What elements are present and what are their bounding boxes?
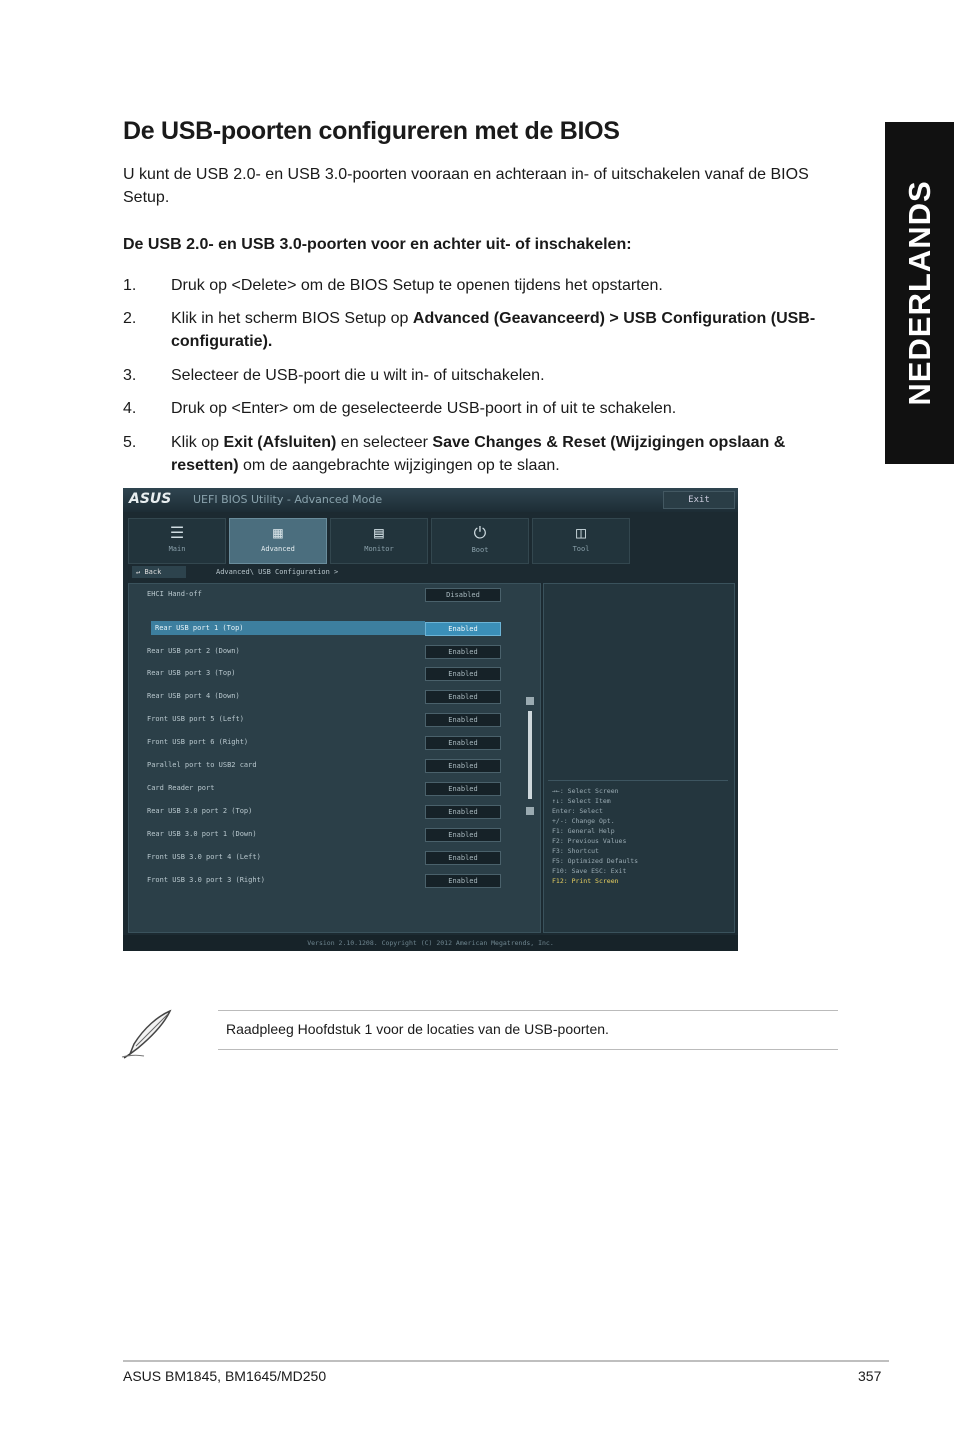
bios-tab-label: Tool <box>572 545 590 553</box>
setting-label: Front USB 3.0 port 3 (Right) <box>147 876 266 884</box>
setting-value[interactable]: Enabled <box>425 736 501 750</box>
bios-tab-monitor[interactable] <box>330 518 428 564</box>
help-line: ↑↓: Select Item <box>552 797 611 805</box>
setting-value[interactable]: Enabled <box>425 828 501 842</box>
setting-value[interactable]: Enabled <box>425 690 501 704</box>
bios-tab-tool[interactable] <box>532 518 630 564</box>
step-text-bold: Advanced (Geavanceerd) > USB Configuration (USB-configuratie). <box>171 310 816 350</box>
quill-pen-icon <box>120 1008 176 1060</box>
step-number: 3. <box>123 367 137 384</box>
asus-logo: ASUS <box>129 491 172 507</box>
step-text <box>171 431 843 477</box>
language-side-tab <box>885 122 954 464</box>
bios-scrollbar[interactable] <box>526 697 534 815</box>
note-rule-top <box>218 1010 838 1011</box>
setting-value[interactable]: Enabled <box>425 622 501 636</box>
scroll-thumb[interactable] <box>528 711 532 799</box>
help-line: +/-: Change Opt. <box>552 817 615 825</box>
help-divider <box>548 780 728 781</box>
bios-back-button[interactable]: ↵ Back <box>132 566 186 578</box>
help-line: F2: Previous Values <box>552 837 627 845</box>
step-text-bold: Save Changes & Reset (Wijzigingen opslaan & resetten) <box>171 434 786 474</box>
step-text-plain: en selecteer <box>336 434 433 451</box>
bios-setting-row[interactable] <box>151 621 425 635</box>
setting-label: Parallel port to USB2 card <box>147 761 257 769</box>
bios-title-bar <box>123 488 738 512</box>
help-line: →←: Select Screen <box>552 787 619 795</box>
setting-label: EHCI Hand-off <box>147 590 202 598</box>
monitor-icon: ▤ <box>374 523 384 542</box>
bios-help-panel <box>543 583 735 933</box>
bios-tab-advanced[interactable] <box>229 518 327 564</box>
footer-model: ASUS BM1845, BM1645/MD250 <box>123 1368 327 1384</box>
note-text: Raadpleeg Hoofdstuk 1 voor de locaties van de USB-poorten. <box>226 1021 609 1037</box>
bios-tab-label: Advanced <box>261 545 295 553</box>
setting-value[interactable]: Enabled <box>425 667 501 681</box>
step-text-plain: om de aangebrachte wijzigingen op te slaan. <box>238 457 560 474</box>
help-line: F5: Optimized Defaults <box>552 857 639 865</box>
help-line: F3: Shortcut <box>552 847 599 855</box>
bios-path: Advanced\ USB Configuration > <box>216 568 339 576</box>
scroll-down-icon[interactable] <box>526 807 534 815</box>
bios-screenshot <box>123 488 738 951</box>
setting-label: Front USB port 5 (Left) <box>147 715 244 723</box>
help-line: Enter: Select <box>552 807 603 815</box>
setting-value[interactable]: Enabled <box>425 851 501 865</box>
setting-value[interactable]: Enabled <box>425 645 501 659</box>
setting-label: Rear USB 3.0 port 2 (Top) <box>147 807 253 815</box>
step-text: Druk op <Enter> om de geselecteerde USB-poort in of uit te schakelen. <box>171 400 677 417</box>
advanced-icon: ▦ <box>273 523 283 542</box>
setting-label: Rear USB port 3 (Top) <box>147 669 236 677</box>
setting-value[interactable]: Disabled <box>425 588 501 602</box>
page-title: De USB-poorten configureren met de BIOS <box>123 117 620 145</box>
procedure-heading: De USB 2.0- en USB 3.0-poorten voor en achter uit- of inschakelen: <box>123 236 632 253</box>
bios-key-help <box>552 786 638 886</box>
bios-tab-main[interactable] <box>128 518 226 564</box>
step-number: 2. <box>123 310 137 327</box>
language-label: NEDERLANDS <box>901 180 937 406</box>
help-line: F10: Save ESC: Exit <box>552 867 627 875</box>
back-label: Back <box>144 568 162 576</box>
step-text-bold: Exit (Afsluiten) <box>223 434 337 451</box>
step-text: Druk op <Delete> om de BIOS Setup te openen tijdens het opstarten. <box>171 277 663 294</box>
step-text-plain: Klik in het scherm BIOS Setup op <box>171 310 413 327</box>
power-icon: ⏻ <box>473 523 487 542</box>
page-number: 357 <box>858 1368 882 1384</box>
bios-window-title: UEFI BIOS Utility - Advanced Mode <box>193 493 383 506</box>
bios-tab-boot[interactable] <box>431 518 529 564</box>
help-line: F1: General Help <box>552 827 615 835</box>
setting-label: Rear USB port 4 (Down) <box>147 692 240 700</box>
setting-value[interactable]: Enabled <box>425 805 501 819</box>
setting-label: Card Reader port <box>147 784 215 792</box>
bios-exit-button[interactable]: Exit <box>663 491 735 509</box>
setting-value[interactable]: Enabled <box>425 874 501 888</box>
step-number: 4. <box>123 400 137 417</box>
setting-label: Front USB port 6 (Right) <box>147 738 249 746</box>
step-text <box>171 307 843 353</box>
help-line: F12: Print Screen <box>552 877 619 885</box>
step-number: 1. <box>123 277 137 294</box>
bios-breadcrumb <box>128 566 733 580</box>
setting-value[interactable]: Enabled <box>425 713 501 727</box>
step-number: 5. <box>123 434 137 451</box>
bios-tab-label: Boot <box>471 546 489 554</box>
bios-settings-panel <box>128 583 541 933</box>
bios-tab-label: Main <box>168 545 186 553</box>
setting-label: Rear USB port 1 (Top) <box>155 624 244 632</box>
bios-tab-label: Monitor <box>364 545 394 553</box>
step-text: Selecteer de USB-poort die u wilt in- of uitschakelen. <box>171 367 545 384</box>
footer-rule <box>123 1360 889 1362</box>
setting-label: Front USB 3.0 port 4 (Left) <box>147 853 261 861</box>
bios-version-footer: Version 2.10.1208. Copyright (C) 2012 American Megatrends, Inc. <box>123 935 738 951</box>
setting-label: Rear USB 3.0 port 1 (Down) <box>147 830 257 838</box>
scroll-up-icon[interactable] <box>526 697 534 705</box>
tool-icon: ◫ <box>576 523 586 542</box>
setting-value[interactable]: Enabled <box>425 759 501 773</box>
intro-paragraph: U kunt de USB 2.0- en USB 3.0-poorten vooraan en achteraan in- of uitschakelen vanaf de BIOS Setup. <box>123 166 809 206</box>
list-icon: ☰ <box>169 523 185 542</box>
step-text-plain: Klik op <box>171 434 224 451</box>
setting-value[interactable]: Enabled <box>425 782 501 796</box>
setting-label: Rear USB port 2 (Down) <box>147 647 240 655</box>
note-rule-bottom <box>218 1049 838 1050</box>
